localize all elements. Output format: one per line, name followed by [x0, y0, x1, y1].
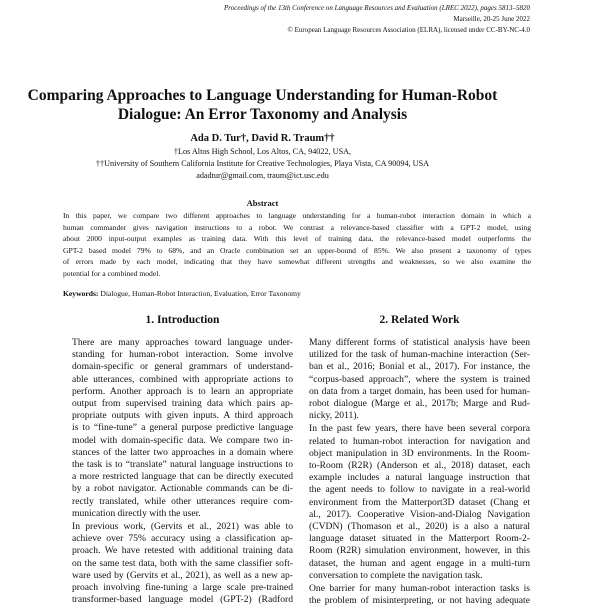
text-line: environment from the Matterport3D dataset (Chang et [309, 496, 530, 508]
affiliation-1: †Los Altos High School, Los Altos, CA, 94022, USA, [173, 147, 352, 156]
text-line: robot dialogue (Marge et al., 2017b; Marge and Rud- [309, 398, 530, 410]
text-line: transformer-based language model (GPT-2) (Radford [72, 594, 293, 606]
paragraph [309, 337, 530, 422]
text-line: potential for a combined model. [63, 268, 161, 278]
paper-title [0, 86, 525, 124]
text-line: rectly translated, while other utterances require com- [72, 495, 293, 507]
text-line: by a robot navigator. Actionable commands can be di- [72, 483, 293, 495]
title-line-2: Dialogue: An Error Taxonomy and Analysis [117, 106, 408, 123]
related-work-column [309, 337, 530, 608]
text-line: conversation to complete the navigation task. [309, 569, 483, 581]
introduction-column [72, 337, 293, 607]
text-line: In previous work, (Gervits et al., 2021) was able to [72, 521, 293, 533]
author-emails: adadtur@gmail.com, traum@ict.usc.edu [196, 171, 329, 180]
text-line: language dataset situated in the Matterport Room-2- [309, 533, 530, 545]
text-line: proach. We have retested with additional training data [72, 545, 293, 557]
text-line: Room (R2R) simulation environment, however, in this [309, 545, 530, 557]
paragraph [309, 583, 530, 607]
text-line: able utterances, combined with appropriate actions to [72, 373, 293, 385]
header-line-2: Marseille, 20-25 June 2022 [453, 15, 530, 23]
text-line: Many different forms of statistical analysis have been [309, 337, 530, 348]
text-line: model with domain-specific data. We compare two in- [72, 434, 293, 446]
text-line: “corpus-based approach”, where the system is trained [309, 373, 530, 385]
text-line: munication directly with the user. [72, 507, 201, 519]
keywords [63, 289, 301, 298]
text-line: output from supervised training data which pairs ap- [72, 398, 293, 410]
text-line: of errors made by each model, indicating that they have somewhat different strengths and weaknesses, so we also examine the [63, 257, 531, 266]
text-line: to-Room (R2R) (Anderson et al., 2018) dataset, each [309, 460, 530, 472]
header-line-3: © European Language Resources Association (ELRA), licensed under CC-BY-NC-4.0 [287, 26, 530, 34]
paragraph [72, 521, 293, 606]
abstract-heading: Abstract [246, 198, 279, 208]
text-line: In this paper, we compare two different approaches to language understanding for a human-robot interaction domain in which a [63, 211, 531, 220]
text-line: the task is to “translate” natural language instructions to [72, 459, 293, 471]
text-line: on the same test data, both with the same classifier soft- [72, 557, 293, 569]
text-line: In the past few years, there have been several corpora [309, 423, 530, 435]
paragraph [309, 423, 530, 582]
text-line: standing for human-robot interaction. Some involve [72, 349, 293, 361]
text-line: the problem of misinterpreting, or not having adequate [309, 595, 530, 607]
text-line: proach involving fine-tuning a large scale pre-trained [72, 582, 293, 594]
text-line: nicky, 2011). [309, 410, 359, 422]
text-line: (CVDN) (Thomason et al., 2020) is a also a natural [309, 521, 530, 533]
text-line: perform. Another approach is to learn an appropriate [72, 385, 293, 397]
text-line: propriate outputs with given inputs. A third approach [72, 410, 293, 422]
author-block [0, 132, 525, 182]
proceedings-header [224, 3, 530, 36]
text-line: One barrier for many human-robot interaction tasks is [309, 583, 530, 595]
text-line: on data from a target domain, has been used for human- [309, 385, 530, 397]
text-line: al., 2017). Cooperative Vision-and-Dialog Navigation [309, 508, 530, 520]
text-line: utilized for the task of human-machine interaction (Ser- [309, 349, 530, 361]
text-line: the agent needs to follow to navigate in a real-world [309, 484, 530, 496]
keywords-text: Dialogue, Human-Robot Interaction, Evaluation, Error Taxonomy [98, 289, 301, 298]
header-line-1: Proceedings of the 13th Conference on Language Resources and Evaluation (LREC 2022), pages 5813–5820 [223, 4, 530, 12]
author-names: Ada D. Tur†, David R. Traum†† [190, 133, 335, 144]
text-line: example includes a natural language instruction that [309, 472, 530, 484]
abstract-body [63, 210, 531, 279]
paragraph [72, 337, 293, 520]
text-line: about 2000 input-output examples as training data. With this level of training data, the relevance-based model outperforms the [63, 234, 531, 243]
title-line-1: Comparing Approaches to Language Understanding for Human-Robot [27, 87, 498, 104]
text-line: stances of the latter two approaches in a domain where [72, 446, 293, 458]
section-heading-related-work: 2. Related Work [379, 314, 460, 326]
text-line: There are many approaches toward language under- [72, 337, 293, 348]
text-line: a more restricted language that can be directly executed [72, 471, 293, 483]
text-line: ware used by (Gervits et al., 2021), as well as a new ap- [72, 569, 293, 581]
text-line: GPT-2 based model 79% to 68%, and an Oracle combination set an upper-bound of 85%. We also present a taxonomy of types [63, 245, 531, 255]
text-line: object manipulation in 3D environments. In the Room- [309, 447, 530, 459]
section-heading-introduction: 1. Introduction [145, 314, 220, 326]
text-line: ban et al., 2016; Bonial et al., 2017). For instance, the [309, 361, 530, 373]
text-line: human commander gives navigation instructions to a robot. We contrast a relevance-based classifier with a GPT-2 model, using [63, 222, 531, 232]
text-line: domain-specific or general grammars of understand- [72, 361, 293, 373]
text-line: is to “fine-tune” a general purpose predictive language [72, 422, 293, 434]
text-line: related to human-robot interaction for navigation and [309, 435, 530, 447]
keywords-label: Keywords: [63, 289, 99, 298]
affiliation-2: ††University of Southern California Institute for Creative Technologies, Playa Vista, CA 90094, USA [95, 159, 430, 168]
text-line: achieve over 75% accuracy using a classification ap- [72, 533, 293, 545]
text-line: dataset, the human and agent engage in a multi-turn [309, 557, 530, 569]
